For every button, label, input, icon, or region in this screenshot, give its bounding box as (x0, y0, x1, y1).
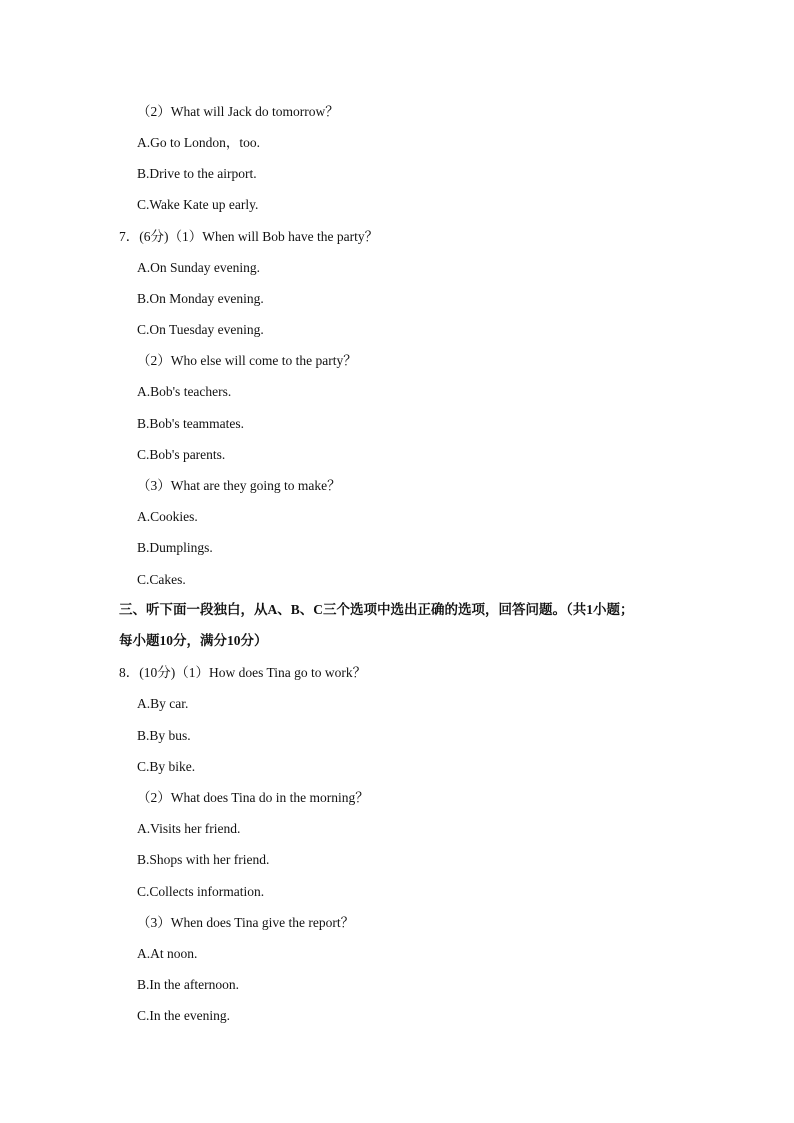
q6-sub2-option-c: C.Wake Kate up early. (137, 197, 259, 212)
q7-sub2-option-a: A.Bob's teachers. (137, 384, 232, 399)
q7-sub1-option-b: B.On Monday evening. (137, 291, 264, 306)
section-three-heading: 三、听下面一段独白，从A、B、C三个选项中选出正确的选项，回答问题。（共1小题； (119, 602, 634, 617)
q8-sub3-option-a: A.At noon. (137, 946, 198, 961)
section-three-scoring: 每小题10分，满分10分） (119, 633, 268, 648)
q8-sub2-option-c: C.Collects information. (137, 884, 265, 899)
q7-sub2-question: （2）Who else will come to the party？ (137, 353, 357, 368)
q8-sub1-option-c: C.By bike. (137, 759, 196, 774)
q8-sub3-question: （3）When does Tina give the report？ (137, 915, 355, 930)
q8-sub1-option-b: B.By bus. (137, 728, 191, 743)
q7-sub3-question: （3）What are they going to make？ (137, 478, 341, 493)
q8-sub1-option-a: A.By car. (137, 696, 189, 711)
q7-sub1-question: 7．(6分)（1）When will Bob have the party？ (119, 229, 379, 244)
q6-sub2-option-a: A.Go to London，too. (137, 135, 260, 150)
q8-sub3-option-b: B.In the afternoon. (137, 977, 239, 992)
q6-sub2-question: （2）What will Jack do tomorrow？ (137, 104, 339, 119)
q8-sub2-option-b: B.Shops with her friend. (137, 852, 270, 867)
q6-sub2-option-b: B.Drive to the airport. (137, 166, 257, 181)
q7-sub3-option-b: B.Dumplings. (137, 540, 213, 555)
q7-sub1-option-a: A.On Sunday evening. (137, 260, 260, 275)
q8-sub2-option-a: A.Visits her friend. (137, 821, 241, 836)
q8-sub3-option-c: C.In the evening. (137, 1008, 230, 1023)
q7-sub3-option-a: A.Cookies. (137, 509, 198, 524)
q8-sub2-question: （2）What does Tina do in the morning？ (137, 790, 369, 805)
q8-sub1-question: 8．(10分)（1）How does Tina go to work？ (119, 665, 367, 680)
q7-sub2-option-b: B.Bob's teammates. (137, 416, 245, 431)
q7-sub1-option-c: C.On Tuesday evening. (137, 322, 264, 337)
q7-sub2-option-c: C.Bob's parents. (137, 447, 226, 462)
q7-sub3-option-c: C.Cakes. (137, 572, 186, 587)
